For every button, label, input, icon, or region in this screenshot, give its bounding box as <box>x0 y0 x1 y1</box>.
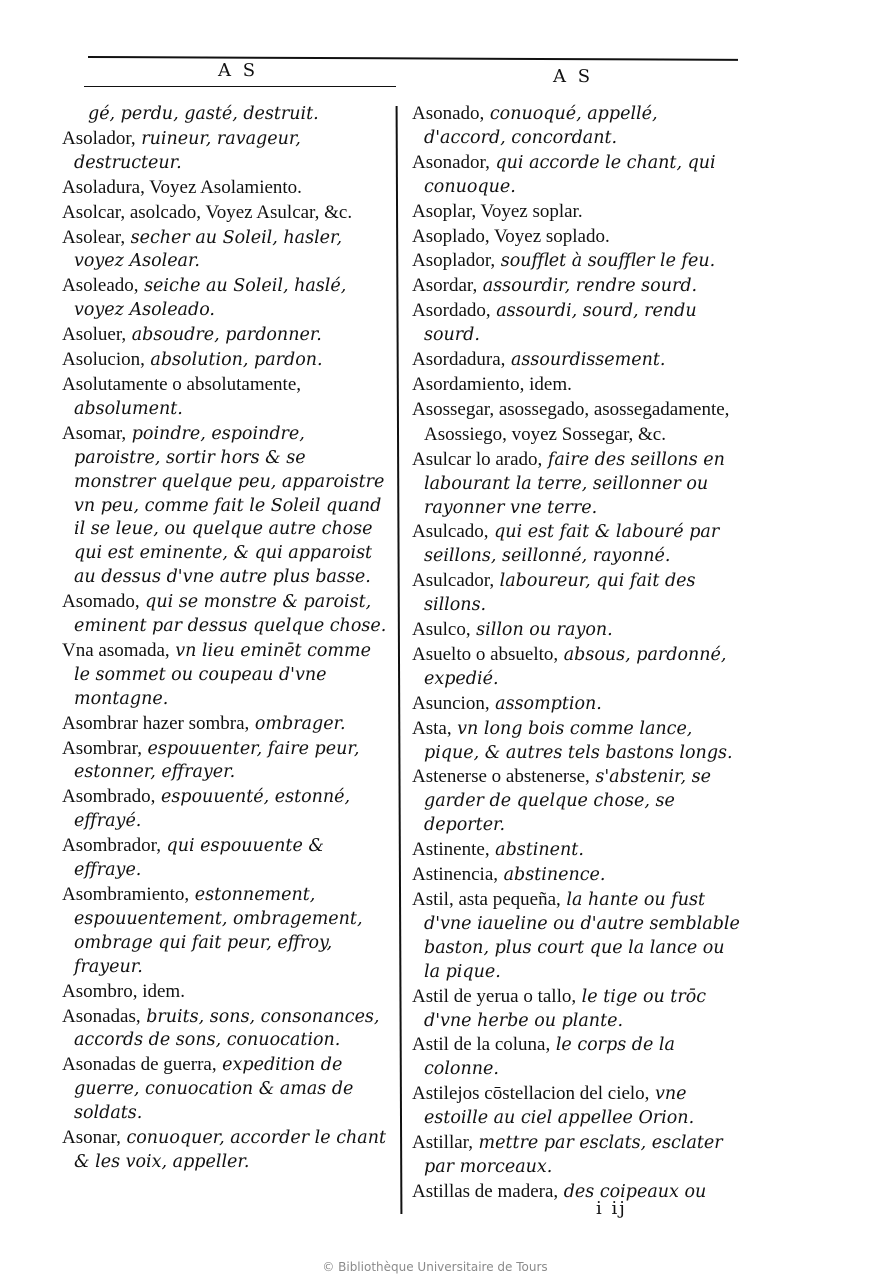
entry-headword: Asulco, <box>412 619 471 641</box>
entry-definition: vn lieu eminēt comme le sommet ou coupeau d'vne montagne. <box>74 640 371 709</box>
entry-definition: qui accorde le chant, qui conuoque. <box>424 152 716 197</box>
entry-definition: qui est fait & labouré par seillons, seillonné, rayonné. <box>424 522 720 567</box>
right-column <box>412 102 744 1205</box>
entry-headword: Asonar, <box>62 1127 121 1149</box>
dictionary-entry <box>412 569 744 618</box>
dictionary-entry <box>412 765 744 838</box>
dictionary-entry <box>412 225 744 250</box>
dictionary-entry <box>412 151 744 200</box>
entry-definition: vn long bois comme lance, pique, & autres tels bastons longs. <box>424 718 733 763</box>
column-divider <box>396 106 403 1214</box>
dictionary-entry <box>412 717 744 766</box>
entry-headword: Astil de yerua o tallo, <box>412 985 577 1007</box>
entry-headword: Asolcar, asolcado, Voyez Asulcar, &c. <box>62 201 353 223</box>
entry-definition: ombrager. <box>249 713 346 734</box>
dictionary-entry <box>412 249 744 274</box>
entry-definition: s'abstenir, se garder de quelque chose, se deporter. <box>424 767 711 836</box>
dictionary-entry <box>62 785 388 834</box>
dictionary-entry <box>412 838 744 863</box>
entry-definition: gé, perdu, gasté, destruit. <box>88 104 319 124</box>
dictionary-entry <box>412 985 744 1034</box>
entry-definition: le tige ou trōc d'vne herbe ou plante. <box>424 986 707 1031</box>
dictionary-entry <box>412 1131 744 1180</box>
entry-headword: Asombramiento, <box>62 884 190 905</box>
dictionary-entry <box>62 883 388 980</box>
entry-definition: assourdi, sourd, rendu sourd. <box>424 301 697 346</box>
entry-headword: Asolutamente o absolutamente, <box>62 373 302 395</box>
entry-definition: assomption. <box>489 693 602 714</box>
entry-headword: Astinencia, <box>412 864 499 886</box>
running-head-left: A S <box>218 60 259 81</box>
dictionary-entry <box>412 643 744 692</box>
entry-definition: assourdir, rendre sourd. <box>477 276 698 297</box>
entry-definition: abstinence. <box>498 865 606 886</box>
entry-definition: poindre, espoindre, paroistre, sortir hors & se monstrer quelque peu, apparoistre vn peu, comme fait le Soleil quand il se leue, ou quelque autre chose qui est eminente, & qui apparoist au dessus d'vne autre plus basse. <box>74 423 385 588</box>
dictionary-entry <box>62 737 388 786</box>
entry-headword: Asonadas de guerra, <box>62 1054 217 1076</box>
entry-headword: Asulcado, <box>412 521 489 543</box>
entry-headword: Asulcador, <box>412 570 495 592</box>
dictionary-entry <box>412 348 744 373</box>
dictionary-entry <box>412 398 744 448</box>
entry-headword: Asombrado, <box>62 786 156 808</box>
entry-headword: Asolear, <box>62 226 126 248</box>
entry-headword: Asordamiento, idem. <box>412 373 572 395</box>
entry-headword: Asomado, <box>62 591 140 613</box>
dictionary-entry <box>412 200 744 225</box>
entry-headword: Asordadura, <box>412 349 506 371</box>
header-rule <box>88 56 738 61</box>
left-column <box>62 103 388 1175</box>
entry-headword: Astillas de madera, <box>412 1180 559 1202</box>
dictionary-entry <box>62 373 388 422</box>
entry-definition: espouuenté, estonné, effrayé. <box>74 787 351 832</box>
dictionary-entry <box>412 1033 744 1082</box>
entry-headword: Asombrador, <box>62 835 161 857</box>
signature-mark: i ij <box>596 1198 627 1219</box>
dictionary-entry <box>62 127 388 176</box>
entry-headword: Asossegar, asossegado, asossegadamente, Asossiego, voyez Sossegar, &c. <box>412 398 730 445</box>
dictionary-entry <box>62 1005 388 1054</box>
dictionary-entry <box>62 348 388 373</box>
entry-headword: Asonadas, <box>62 1005 141 1027</box>
dictionary-entry <box>412 102 744 151</box>
entry-headword: Asoplado, Voyez soplado. <box>412 225 610 247</box>
entry-headword: Asoleado, <box>62 275 139 297</box>
entry-definition: secher au Soleil, hasler, voyez Asolear. <box>74 227 343 272</box>
dictionary-entry <box>412 373 744 398</box>
entry-definition: conuoqué, appellé, d'accord, concordant. <box>424 104 658 148</box>
entry-definition: absolument. <box>74 398 183 419</box>
entry-definition: la hante ou fust d'vne iaueline ou d'autre semblable baston, plus court que la lance ou la pique. <box>424 890 740 982</box>
entry-headword: Asordar, <box>412 275 478 297</box>
entry-headword: Asolucion, <box>62 349 145 371</box>
entry-definition: espouuenter, faire peur, estonner, effrayer. <box>74 738 360 783</box>
entry-headword: Asoladura, Voyez Asolamiento. <box>62 176 302 198</box>
entry-definition: absous, pardonné, expedié. <box>424 644 727 689</box>
running-head-right: A S <box>553 66 594 87</box>
dictionary-entry <box>412 1180 744 1205</box>
entry-headword: Asuncion, <box>412 692 490 714</box>
dictionary-entry <box>412 299 744 348</box>
entry-definition: conuoquer, accorder le chant & les voix, appeller. <box>74 1128 386 1172</box>
entry-headword: Asordado, <box>412 300 491 322</box>
dictionary-entry <box>62 980 388 1005</box>
entry-headword: Vna asomada, <box>62 639 170 661</box>
entry-headword: Asoluer, <box>62 324 127 346</box>
entry-definition: sillon ou rayon. <box>470 620 613 641</box>
entry-definition: absolution, pardon. <box>144 350 323 371</box>
entry-headword: Asuelto o absuelto, <box>412 643 559 665</box>
dictionary-entry <box>62 274 388 323</box>
dictionary-entry <box>62 834 388 883</box>
entry-definition: des coipeaux ou <box>558 1181 707 1202</box>
entry-headword: Astillar, <box>412 1132 473 1154</box>
entry-headword: Asombrar hazer sombra, <box>62 712 250 734</box>
entry-headword: Astilejos cōstellacion del cielo, <box>412 1083 650 1105</box>
entry-definition: absoudre, pardonner. <box>126 325 322 346</box>
entry-headword: Asulcar lo arado, <box>412 448 543 470</box>
entry-definition: expedition de guerre, conuocation & amas de soldats. <box>74 1055 354 1124</box>
entry-definition: estonnement, espouuentement, ombragement, ombrage qui fait peur, effroy, frayeur. <box>74 885 363 977</box>
dictionary-entry <box>412 618 744 643</box>
entry-definition: qui espouuente & effraye. <box>74 836 324 881</box>
header-sub-rule <box>84 86 396 87</box>
entry-definition: seiche au Soleil, haslé, voyez Asoleado. <box>74 276 347 321</box>
dictionary-entry <box>412 888 744 985</box>
dictionary-entry <box>62 1053 388 1126</box>
entry-headword: Astil, asta pequeña, <box>412 889 561 910</box>
entry-headword: Astinente, <box>412 839 490 861</box>
dictionary-entry <box>412 274 744 299</box>
entry-headword: Asonador, <box>412 151 490 173</box>
dictionary-entry <box>62 422 388 590</box>
entry-headword: Astil de la coluna, <box>412 1034 551 1056</box>
dictionary-entry <box>62 226 388 275</box>
dictionary-entry <box>412 692 744 717</box>
dictionary-entry <box>62 590 388 639</box>
entry-headword: Asolador, <box>62 127 136 149</box>
dictionary-entry <box>62 712 388 737</box>
dictionary-entry <box>412 520 744 569</box>
dictionary-entry <box>412 448 744 521</box>
entry-definition: bruits, sons, consonances, accords de sons, conuocation. <box>74 1006 380 1051</box>
entry-headword: Astenerse o abstenerse, <box>412 766 590 788</box>
entry-headword: Asomar, <box>62 422 127 444</box>
entry-headword: Asoplar, Voyez soplar. <box>412 200 583 222</box>
entry-definition: abstinent. <box>489 840 584 861</box>
dictionary-entry <box>62 323 388 348</box>
dictionary-entry <box>62 1126 388 1175</box>
entry-definition: le corps de la colonne. <box>424 1035 675 1080</box>
entry-headword: Asonado, <box>412 103 485 124</box>
dictionary-entry <box>62 201 388 226</box>
entry-definition: qui se monstre & paroist, eminent par dessus quelque chose. <box>74 592 387 637</box>
entry-definition: mettre par esclats, esclater par morceaux. <box>424 1133 723 1177</box>
dictionary-entry <box>62 176 388 201</box>
dictionary-entry <box>412 1082 744 1131</box>
entry-headword: Asombro, idem. <box>62 980 185 1002</box>
entry-headword: Asoplador, <box>412 250 496 272</box>
entry-headword: Asombrar, <box>62 737 142 759</box>
entry-definition: laboureur, qui fait des sillons. <box>424 571 696 616</box>
entry-headword: Asta, <box>412 717 452 739</box>
entry-definition: vne estoille au ciel appellee Orion. <box>424 1084 695 1129</box>
entry-definition: faire des seillons en labourant la terre, seillonner ou rayonner vne terre. <box>424 449 725 518</box>
entry-definition: soufflet à souffler le feu. <box>495 251 716 272</box>
dictionary-entry <box>412 863 744 888</box>
dictionary-entry <box>62 103 388 127</box>
entry-definition: ruineur, ravageur, destructeur. <box>74 128 301 173</box>
dictionary-entry <box>62 639 388 712</box>
entry-definition: assourdissement. <box>505 350 666 371</box>
library-credit: © Bibliothèque Universitaire de Tours <box>322 1260 548 1274</box>
